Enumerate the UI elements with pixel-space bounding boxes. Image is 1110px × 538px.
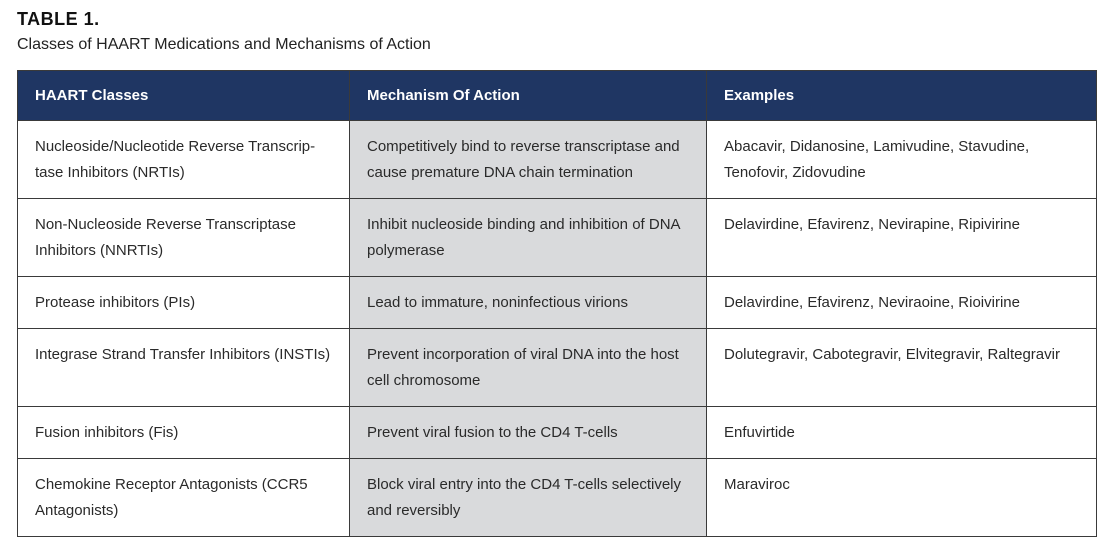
nrti-class-text: Nucleoside/Nucleotide Reverse Transcrip-tase Inhibitors (NRTIs) (35, 138, 316, 181)
table-row (18, 407, 1097, 459)
table-header-row (18, 71, 1097, 121)
cell-examples: Delavirdine, Efavirenz, Nevirapine, Ripivirine (707, 199, 1097, 277)
cell-haart-class (18, 121, 350, 199)
cell-haart-class: Fusion inhibitors (Fis) (18, 407, 350, 459)
cell-examples: Maraviroc (707, 459, 1097, 537)
column-header-haart-classes: HAART Classes (18, 71, 350, 121)
table-caption: Classes of HAART Medications and Mechanisms of Action (17, 36, 431, 53)
column-header-examples: Examples (707, 71, 1097, 121)
cell-haart-class: Chemokine Receptor Antagonists (CCR5 Antagonists) (18, 459, 350, 537)
table-row (18, 121, 1097, 199)
cell-examples: Enfuvirtide (707, 407, 1097, 459)
cell-mechanism: Prevent viral fusion to the CD4 T-cells (350, 407, 707, 459)
cell-examples: Dolutegravir, Cabotegravir, Elvitegravir, Raltegravir (707, 329, 1097, 407)
table-row (18, 277, 1097, 329)
cell-mechanism: Block viral entry into the CD4 T-cells selectively and reversibly (350, 459, 707, 537)
table-row (18, 459, 1097, 537)
cell-haart-class: Protease inhibitors (PIs) (18, 277, 350, 329)
table-row (18, 329, 1097, 407)
table-row (18, 199, 1097, 277)
cell-mechanism: Lead to immature, noninfectious virions (350, 277, 707, 329)
cell-mechanism: Inhibit nucleoside binding and inhibition of DNA polymerase (350, 199, 707, 277)
cell-examples: Delavirdine, Efavirenz, Neviraoine, Rioivirine (707, 277, 1097, 329)
cell-mechanism: Prevent incorporation of viral DNA into the host cell chromosome (350, 329, 707, 407)
cell-haart-class: Integrase Strand Transfer Inhibitors (INSTIs) (18, 329, 350, 407)
cell-examples: Abacavir, Didanosine, Lamivudine, Stavudine, Tenofovir, Zidovudine (707, 121, 1097, 199)
haart-classes-table (17, 70, 1097, 537)
cell-mechanism: Competitively bind to reverse transcriptase and cause premature DNA chain termination (350, 121, 707, 199)
cell-haart-class: Non-Nucleoside Reverse Transcriptase Inhibitors (NNRTIs) (18, 199, 350, 277)
table-label: TABLE 1. (17, 9, 100, 29)
column-header-mechanism: Mechanism Of Action (350, 71, 707, 121)
